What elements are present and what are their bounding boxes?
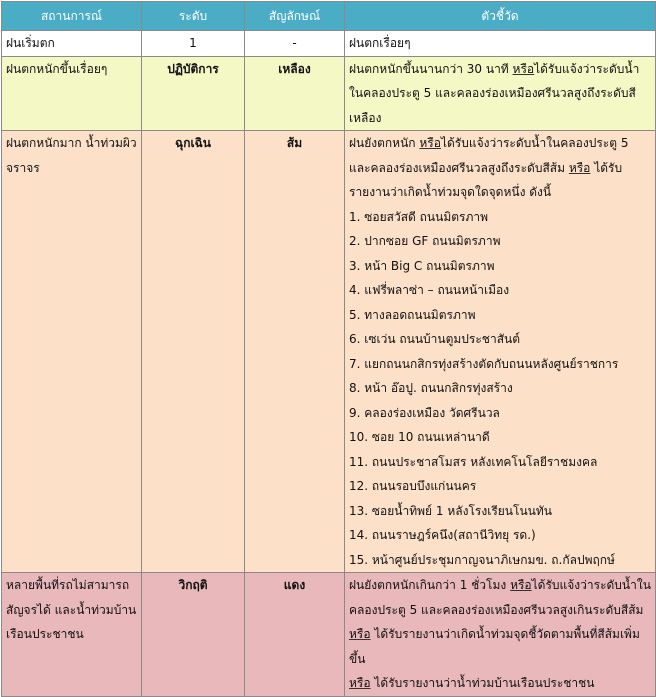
- symbol-cell: เหลือง: [245, 56, 345, 131]
- table-row: [2, 56, 656, 131]
- list-item: 14. ถนนราษฎร์คนึง(สถานีวิทยุ รด.): [349, 528, 536, 542]
- header-level: ระดับ: [142, 2, 245, 31]
- indicator-text: ได้รับรายงานว่าน้ำท่วมบ้านเรือนประชาชน: [370, 676, 595, 690]
- header-row: [2, 2, 656, 31]
- indicator-text: ได้รับแจ้งว่าระดับน้ำในคลองประตู 5 และคลองร่องเหมืองศรีนวลสูงถึงระดับสีเหลือง: [349, 61, 640, 125]
- list-item: 8. หน้า อ๊อปู. ถนนกสิกรทุ่งสร้าง: [349, 381, 513, 395]
- indicator-cell: [345, 131, 656, 573]
- or-keyword: หรือ: [512, 61, 535, 76]
- level-cell: วิกฤติ: [142, 573, 245, 697]
- indicator-cell: ฝนตกเรื่อยๆ: [345, 31, 656, 57]
- or-keyword: หรือ: [349, 627, 371, 641]
- indicator-cell: [345, 56, 656, 131]
- or-keyword: หรือ: [349, 676, 371, 690]
- table-row: [2, 131, 656, 573]
- level-cell: ฉุกเฉิน: [142, 131, 245, 573]
- indicator-text: ฝนยังตกหนักเกินกว่า 1 ชั่วโมง: [349, 578, 511, 592]
- situation-cell: ฝนตกหนักมาก น้ำท่วมผิวจราจร: [2, 131, 142, 573]
- list-item: 9. คลองร่องเหมือง วัดศรีนวล: [349, 405, 500, 420]
- list-item: 7. แยกถนนกสิกรทุ่งสร้างตัดกับถนนหลังศูนย์ราชการ: [349, 356, 619, 371]
- indicator-text: ได้รับรายงานว่าเกิดน้ำท่วมจุดใดจุดหนึ่ง ดังนี้: [349, 160, 623, 199]
- flood-points-list: [349, 205, 651, 573]
- level-cell: ปฏิบัติการ: [142, 56, 245, 131]
- indicator-text: ได้รับแจ้งว่าระดับน้ำในคลองประตู 5 และคลองร่องเหมืองศรีนวลสูงเกินระดับสีส้ม: [349, 578, 651, 617]
- list-item: 4. แฟรี่พลาซ่า – ถนนหน้าเมือง: [349, 283, 510, 297]
- header-symbol: สัญลักษณ์: [245, 2, 345, 31]
- header-indicator: ตัวชี้วัด: [345, 2, 656, 31]
- symbol-cell: แดง: [245, 573, 345, 697]
- symbol-cell: ส้ม: [245, 131, 345, 573]
- list-item: 15. หน้าศูนย์ประชุมกาญจนาภิเษกมข. ถ.กัลปพฤกษ์: [349, 552, 615, 567]
- indicator-text: ฝนตกหนักขึ้นนานกว่า 30 นาที: [349, 61, 513, 76]
- list-item: 11. ถนนประชาสโมสร หลังเทคโนโลยีราชมงคล: [349, 454, 598, 469]
- level-cell: 1: [142, 31, 245, 57]
- list-item: 1. ซอยสวัสดี ถนนมิตรภาพ: [349, 209, 489, 224]
- indicator-text: ได้รับแจ้งว่าระดับน้ำในคลองประตู 5 และคลองร่องเหมืองศรีนวลสูงถึงระดับสีส้ม: [349, 136, 629, 175]
- situation-cell: ฝนเริ่มตก: [2, 31, 142, 57]
- indicator-cell: [345, 573, 656, 697]
- or-keyword: หรือ: [510, 578, 532, 592]
- list-item: 12. ถนนรอบบึงแก่นนคร: [349, 479, 477, 493]
- list-item: 2. ปากซอย GF ถนนมิตรภาพ: [349, 234, 501, 248]
- or-keyword: หรือ: [419, 136, 441, 150]
- indicator-text: ฝนยังตกหนัก: [349, 136, 420, 150]
- situation-cell: ฝนตกหนักขึ้นเรื่อยๆ: [2, 56, 142, 131]
- or-keyword: หรือ: [568, 160, 591, 175]
- list-item: 13. ซอยน้ำทิพย์ 1 หลังโรงเรียนโนนทัน: [349, 503, 552, 518]
- indicator-text: ได้รับรายงานว่าเกิดน้ำท่วมจุดชี้วัดตามพื้นที่สีส้มเพิ่มขึ้น: [349, 627, 640, 666]
- table-row: [2, 31, 656, 57]
- header-situation: สถานการณ์: [2, 2, 142, 31]
- situation-cell: หลายพื้นที่รถไม่สามารถสัญจรได้ และน้ำท่วมบ้านเรือนประชาชน: [2, 573, 142, 697]
- table-row: [2, 573, 656, 697]
- flood-alert-table: [1, 1, 656, 697]
- list-item: 3. หน้า Big C ถนนมิตรภาพ: [349, 258, 495, 273]
- list-item: 6. เซเว่น ถนนบ้านตูมประชาสันต์: [349, 332, 521, 346]
- symbol-cell: -: [245, 31, 345, 57]
- list-item: 10. ซอย 10 ถนนเหล่านาดี: [349, 430, 490, 444]
- list-item: 5. ทางลอดถนนมิตรภาพ: [349, 307, 476, 322]
